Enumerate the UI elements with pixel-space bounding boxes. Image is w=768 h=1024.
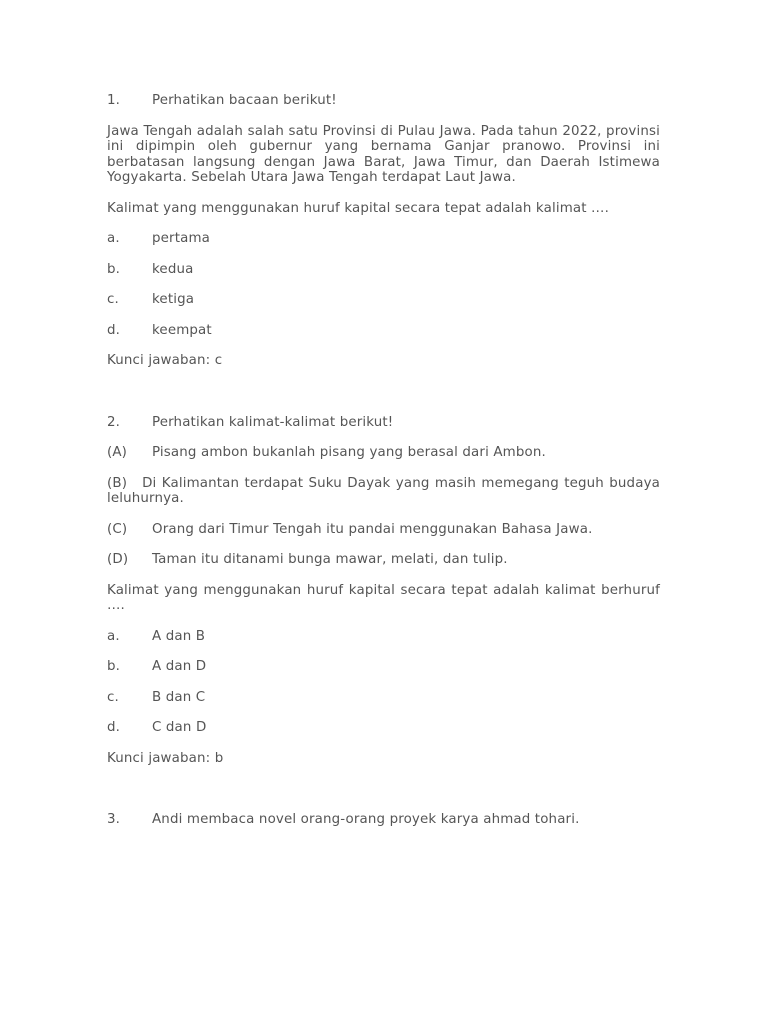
sentence-label: (D) bbox=[107, 552, 129, 567]
reading-passage: Jawa Tengah adalah salah satu Provinsi di Pulau Jawa. Pada tahun 2022, provinsi ini dipimpin oleh gubernur yang bernama Ganjar pranowo. Provinsi ini berbatasan langsung dengan Jawa Barat, Jawa Timur, dan Daerah Istimewa Yogyakarta. Sebelah Utara Jawa Tengah terdapat Laut Jawa. bbox=[107, 123, 660, 185]
option-a bbox=[107, 231, 660, 247]
option-letter: b. bbox=[107, 659, 121, 674]
spacer bbox=[107, 781, 660, 812]
option-text: pertama bbox=[152, 231, 210, 246]
option-text: ketiga bbox=[152, 292, 195, 307]
question-number: 1. bbox=[107, 93, 121, 108]
sentence-b bbox=[107, 476, 660, 507]
question-text: Kalimat yang menggunakan huruf kapital secara tepat adalah kalimat …. bbox=[107, 200, 610, 216]
question-3-heading bbox=[107, 812, 660, 828]
document-page bbox=[107, 93, 660, 843]
option-letter: a. bbox=[107, 231, 120, 246]
option-a bbox=[107, 629, 660, 645]
sentence-label: (B) bbox=[107, 475, 128, 491]
option-letter: a. bbox=[107, 628, 120, 644]
option-letter: d. bbox=[107, 322, 121, 338]
option-text: kedua bbox=[152, 261, 194, 277]
question-prompt: Perhatikan bacaan berikut! bbox=[152, 93, 337, 108]
option-text: C dan D bbox=[152, 720, 207, 735]
question-1-heading bbox=[107, 93, 660, 109]
option-b bbox=[107, 659, 660, 675]
option-text: A dan B bbox=[152, 628, 206, 644]
question-prompt: Andi membaca novel orang-orang proyek karya ahmad tohari. bbox=[152, 812, 580, 827]
option-c bbox=[107, 292, 660, 308]
question-2-heading bbox=[107, 415, 660, 431]
question-text: Kalimat yang menggunakan huruf kapital secara tepat adalah kalimat berhuruf …. bbox=[107, 582, 660, 613]
option-text: B dan C bbox=[152, 689, 206, 705]
question-prompt: Perhatikan kalimat-kalimat berikut! bbox=[152, 414, 394, 430]
sentence-text: Pisang ambon bukanlah pisang yang berasal dari Ambon. bbox=[152, 445, 546, 460]
option-d bbox=[107, 720, 660, 736]
spacer bbox=[107, 384, 660, 415]
option-letter: b. bbox=[107, 261, 121, 277]
option-text: A dan D bbox=[152, 659, 207, 674]
sentence-text: Orang dari Timur Tengah itu pandai menggunakan Bahasa Jawa. bbox=[152, 521, 593, 537]
option-letter: c. bbox=[107, 689, 119, 705]
option-letter: c. bbox=[107, 292, 119, 307]
question-number: 2. bbox=[107, 414, 121, 430]
option-text: keempat bbox=[152, 322, 212, 338]
sentence-label: (A) bbox=[107, 445, 128, 460]
answer-key: Kunci jawaban: b bbox=[107, 750, 224, 766]
sentence-text: Di Kalimantan terdapat Suku Dayak yang masih memegang teguh budaya leluhurnya. bbox=[107, 475, 660, 506]
sentence-c bbox=[107, 522, 660, 538]
sentence-a bbox=[107, 445, 660, 461]
option-letter: d. bbox=[107, 720, 121, 735]
option-d bbox=[107, 323, 660, 339]
answer-key: Kunci jawaban: c bbox=[107, 353, 223, 368]
option-b bbox=[107, 262, 660, 278]
sentence-label: (C) bbox=[107, 521, 128, 537]
question-number: 3. bbox=[107, 812, 121, 827]
sentence-text: Taman itu ditanami bunga mawar, melati, dan tulip. bbox=[152, 552, 508, 567]
sentence-d bbox=[107, 552, 660, 568]
option-c bbox=[107, 690, 660, 706]
